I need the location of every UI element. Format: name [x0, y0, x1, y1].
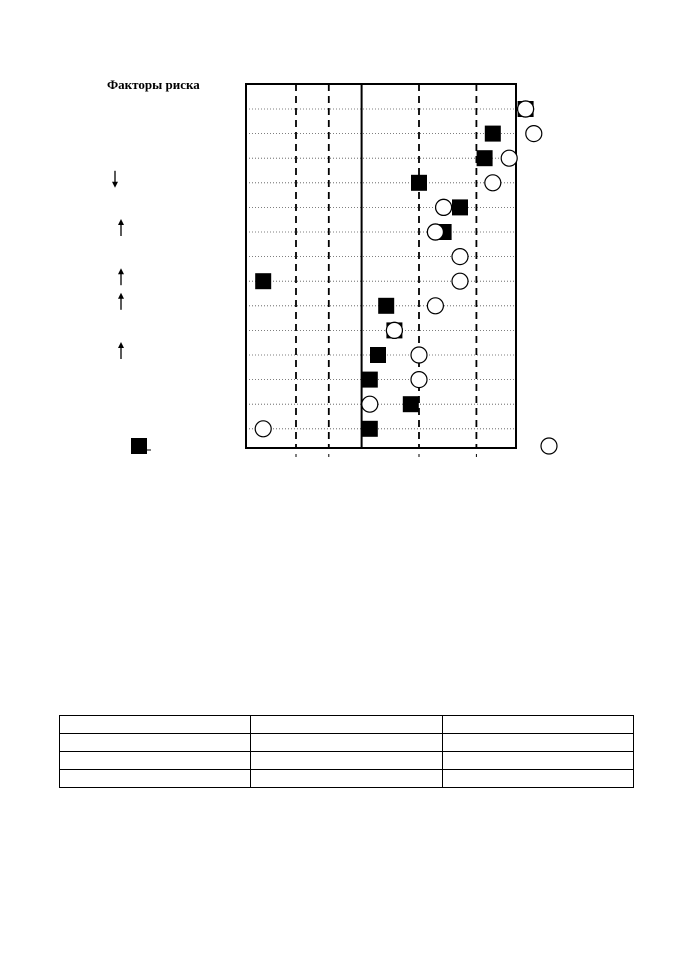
filled-square-point [378, 298, 394, 314]
filled-square-point [485, 126, 501, 142]
open-circle-point [452, 249, 468, 265]
arrow-head [118, 342, 124, 348]
open-circle-point [436, 199, 452, 215]
legend-filled-square [131, 438, 147, 454]
arrow-down-icon [112, 171, 118, 188]
open-circle-point [411, 347, 427, 363]
open-circle-point [427, 224, 443, 240]
table-row [60, 752, 634, 770]
filled-square-point [362, 372, 378, 388]
legend [131, 438, 557, 454]
filled-square-point [403, 396, 419, 412]
filled-square-point [477, 150, 493, 166]
table-row [60, 770, 634, 788]
open-circle-point [501, 150, 517, 166]
table-row [60, 734, 634, 752]
table-cell [251, 770, 442, 788]
data-points [255, 101, 542, 437]
filled-square-point [411, 175, 427, 191]
open-circle-point [255, 421, 271, 437]
open-circle-point [411, 372, 427, 388]
arrow-head [112, 182, 118, 188]
arrow-up-icon [118, 219, 124, 236]
table-cell [442, 734, 633, 752]
open-circle-point [362, 396, 378, 412]
table-cell [251, 734, 442, 752]
reference-lines [296, 84, 476, 457]
open-circle-point [427, 298, 443, 314]
arrow-markers [112, 171, 124, 359]
arrow-head [118, 293, 124, 299]
filled-square-point [370, 347, 386, 363]
legend-open-circle [541, 438, 557, 454]
open-circle-point [485, 175, 501, 191]
table-cell [251, 716, 442, 734]
table-cell [442, 770, 633, 788]
table-cell [60, 734, 251, 752]
open-circle-point [518, 101, 534, 117]
open-circle-point [452, 273, 468, 289]
table-cell [60, 716, 251, 734]
table-cell [60, 770, 251, 788]
arrow-head [118, 219, 124, 225]
arrow-up-icon [118, 268, 124, 285]
arrow-up-icon [118, 293, 124, 310]
open-circle-point [526, 126, 542, 142]
open-circle-point [386, 322, 402, 338]
table-cell [442, 716, 633, 734]
arrow-up-icon [118, 342, 124, 359]
chart-title: Факторы риска [107, 77, 200, 92]
filled-square-point [452, 199, 468, 215]
filled-square-point [255, 273, 271, 289]
table-cell [60, 752, 251, 770]
table-cell [251, 752, 442, 770]
empty-table [59, 715, 634, 788]
filled-square-point [362, 421, 378, 437]
table-cell [442, 752, 633, 770]
table-row [60, 716, 634, 734]
arrow-head [118, 268, 124, 274]
